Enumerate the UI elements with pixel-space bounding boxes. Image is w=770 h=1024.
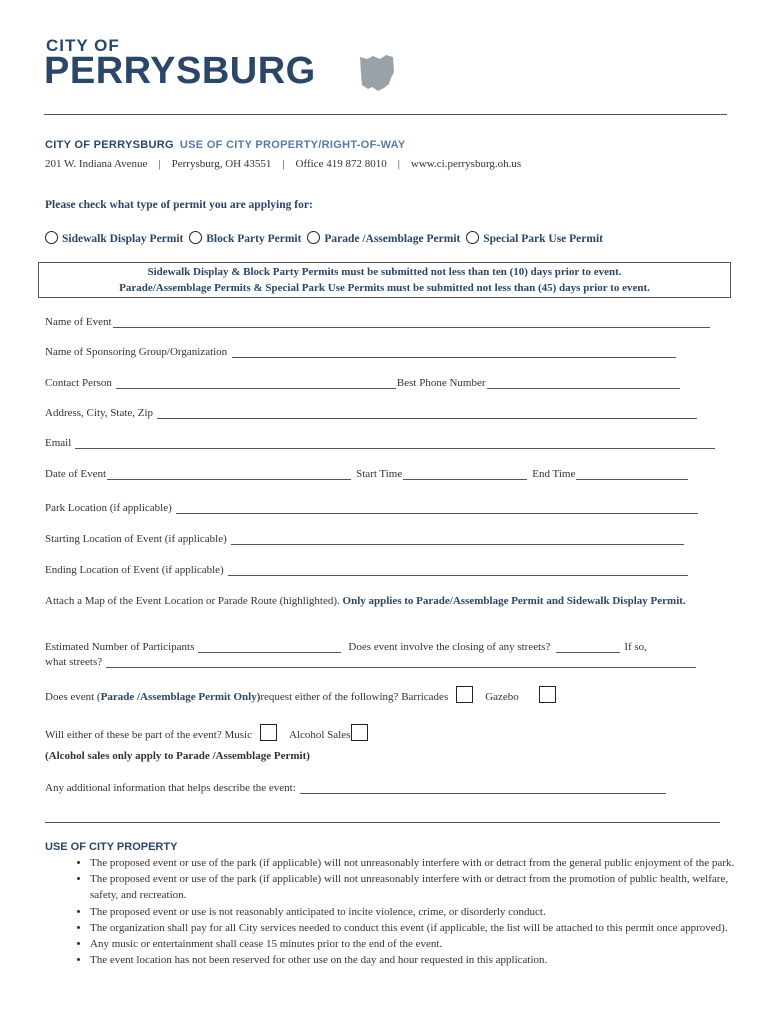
- email-field[interactable]: [75, 439, 715, 449]
- end-time-label: End Time: [532, 468, 576, 480]
- address-row: [45, 407, 698, 419]
- start-time-field[interactable]: [403, 470, 527, 480]
- event-name-field[interactable]: [113, 318, 710, 328]
- gazebo-label: Gazebo: [485, 691, 519, 703]
- address-field[interactable]: [157, 409, 697, 419]
- option-label: Special Park Use Permit: [483, 233, 603, 245]
- additional-field[interactable]: [300, 784, 666, 794]
- music-row: [45, 724, 372, 741]
- map-note: Only applies to Parade/Assemblage Permit and Sidewalk Display Permit.: [342, 595, 686, 607]
- additional-label: Any additional information that helps describe the event:: [45, 782, 296, 794]
- music-label: Will either of these be part of the event? Music: [45, 729, 252, 741]
- ohio-state-icon: [359, 54, 395, 92]
- if-so-label: If so,: [624, 641, 647, 653]
- list-item: • The proposed event or use of the park (if applicable) will not unreasonably interfere with or detract from the general public enjoyment of the park.: [90, 855, 750, 871]
- date-field[interactable]: [107, 470, 351, 480]
- alcohol-note: (Alcohol sales only apply to Parade /Assemblage Permit): [45, 750, 310, 762]
- start-location-field[interactable]: [231, 535, 684, 545]
- what-streets-row: [45, 656, 697, 668]
- end-location-label: Ending Location of Event (if applicable): [45, 564, 224, 576]
- contact-label: Contact Person: [45, 377, 112, 389]
- date-row: [45, 468, 689, 480]
- email-label: Email: [45, 437, 72, 449]
- permit-options: [45, 231, 606, 245]
- option-label: Sidewalk Display Permit: [62, 233, 184, 245]
- alcohol-label: Alcohol Sales: [288, 729, 351, 741]
- park-location-row: [45, 502, 699, 514]
- list-item: • The organization shall pay for all City services needed to conduct this event (if applicable, the list will be attached to this permit once approved).: [90, 920, 750, 936]
- additional-row: [45, 782, 667, 794]
- start-location-label: Starting Location of Event (if applicable): [45, 533, 227, 545]
- music-checkbox[interactable]: [260, 724, 277, 741]
- requests-pre: Does event (: [45, 691, 101, 703]
- start-location-row: [45, 533, 685, 545]
- additional-field-line-2[interactable]: [45, 822, 720, 823]
- use-conditions-list: [68, 855, 750, 968]
- list-item: • The event location has not been reserved for other use on the day and hour requested in this application.: [90, 952, 750, 968]
- streets-question: Does event involve the closing of any streets?: [348, 641, 551, 653]
- contact-info: 201 W. Indiana Avenue | Perrysburg, OH 43551 | Office 419 872 8010 | www.ci.perrysburg.oh.us: [45, 158, 522, 170]
- contact-field[interactable]: [116, 379, 396, 389]
- what-streets-field[interactable]: [106, 658, 696, 668]
- gazebo-checkbox[interactable]: [539, 686, 556, 703]
- use-section-title: USE OF CITY PROPERTY: [45, 841, 178, 853]
- notice-line-1: Sidewalk Display & Block Party Permits must be submitted not less than ten (10) days prior to event.: [147, 266, 622, 278]
- end-location-row: [45, 564, 689, 576]
- contact-row: [45, 377, 681, 389]
- radio-button[interactable]: [189, 231, 202, 244]
- park-location-field[interactable]: [176, 504, 698, 514]
- logo-city-of: CITY OF: [46, 36, 120, 55]
- event-name-label: Name of Event: [45, 316, 112, 328]
- sponsor-field[interactable]: [232, 348, 676, 358]
- address-label: Address, City, State, Zip: [45, 407, 154, 419]
- end-location-field[interactable]: [228, 566, 688, 576]
- streets-answer-field[interactable]: [556, 643, 620, 653]
- map-text: Attach a Map of the Event Location or Parade Route (highlighted).: [45, 595, 340, 607]
- phone-label: Best Phone Number: [396, 377, 486, 389]
- end-time-field[interactable]: [576, 470, 688, 480]
- form-title: USE OF CITY PROPERTY/RIGHT-OF-WAY: [179, 139, 406, 151]
- radio-button[interactable]: [307, 231, 320, 244]
- logo-perrysburg: PERRYSBURG: [44, 50, 316, 92]
- list-item: • Any music or entertainment shall cease 15 minutes prior to the end of the event.: [90, 936, 750, 952]
- sponsor-row: [45, 346, 677, 358]
- participants-label: Estimated Number of Participants: [45, 641, 195, 653]
- permit-option-parade[interactable]: [307, 231, 460, 245]
- list-item: • The proposed event or use is not reasonably anticipated to incite violence, crime, or disorderly conduct.: [90, 904, 750, 920]
- requests-bold: Parade /Assemblage Permit Only): [100, 691, 261, 703]
- what-streets-label: what streets?: [45, 656, 103, 668]
- form-header: [45, 139, 406, 151]
- participants-row: [45, 641, 647, 653]
- start-time-label: Start Time: [356, 468, 403, 480]
- notice-line-2: Parade/Assemblage Permits & Special Park Use Permits must be submitted not less than (45) days prior to event.: [119, 282, 650, 294]
- barricades-checkbox[interactable]: [456, 686, 473, 703]
- event-name-row: [45, 316, 711, 328]
- date-label: Date of Event: [45, 468, 107, 480]
- option-label: Block Party Permit: [206, 233, 302, 245]
- sponsor-label: Name of Sponsoring Group/Organization: [45, 346, 228, 358]
- requests-row: [45, 686, 560, 703]
- park-location-label: Park Location (if applicable): [45, 502, 172, 514]
- deadline-notice: [38, 262, 731, 298]
- permit-option-block-party[interactable]: [189, 231, 301, 245]
- radio-button[interactable]: [45, 231, 58, 244]
- permit-option-sidewalk[interactable]: [45, 231, 183, 245]
- email-row: [45, 437, 716, 449]
- header-divider: [44, 114, 727, 115]
- list-item: • The proposed event or use of the park (if applicable) will not unreasonably interfere with or detract from the promotion of public health, welfare, safety, and recreation.: [90, 871, 750, 903]
- participants-field[interactable]: [198, 643, 341, 653]
- requests-post: request either of the following? Barricades: [260, 691, 449, 703]
- map-instructions: [45, 594, 725, 610]
- permit-option-special-park[interactable]: [466, 231, 603, 245]
- phone-field[interactable]: [487, 379, 680, 389]
- org-name: CITY OF PERRYSBURG: [45, 139, 174, 151]
- radio-button[interactable]: [466, 231, 479, 244]
- alcohol-checkbox[interactable]: [351, 724, 368, 741]
- option-label: Parade /Assemblage Permit: [324, 233, 461, 245]
- permit-prompt: Please check what type of permit you are applying for:: [45, 199, 313, 211]
